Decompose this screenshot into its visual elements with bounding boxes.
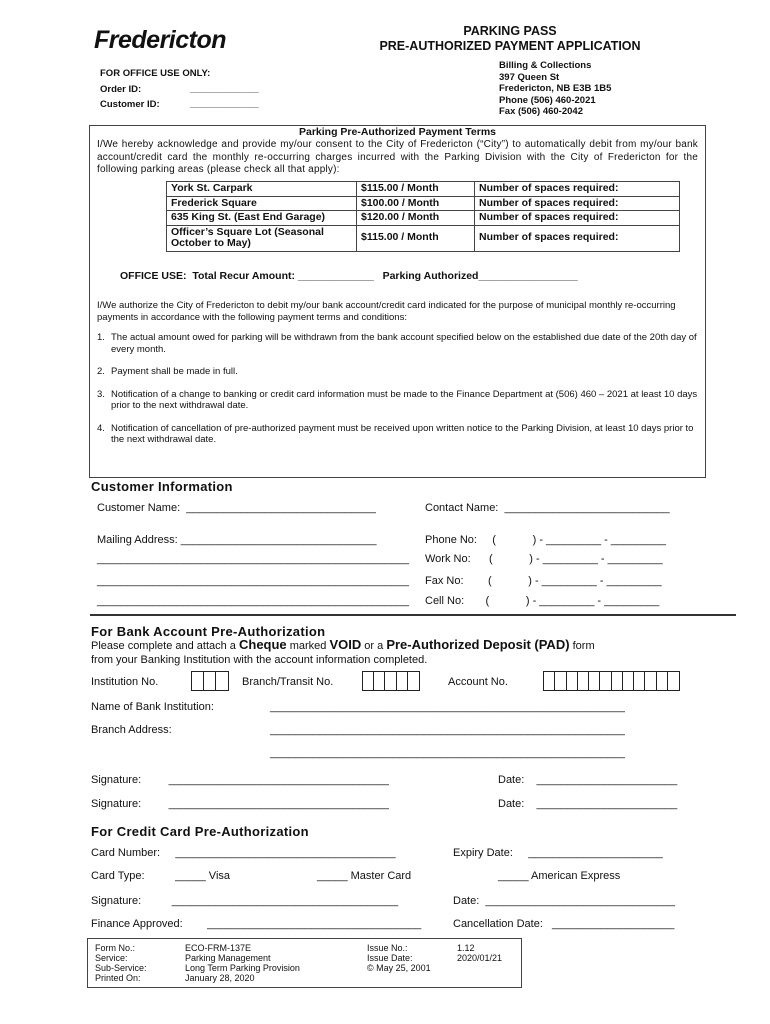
mailing-address-line[interactable]: ___________________________________________________ — [97, 553, 410, 565]
order-id-label: Order ID: — [100, 84, 142, 95]
section-divider — [90, 614, 736, 616]
footer-label: Printed On: — [95, 973, 141, 983]
billing-line: Fax (506) 460-2042 — [499, 106, 583, 117]
issue-value: 2020/01/21 — [457, 953, 503, 963]
bank-date-field[interactable]: Date: _______________________ — [498, 798, 678, 810]
logo-text: Fredericton — [94, 26, 227, 54]
item-text: The actual amount owed for parking will be withdrawn from the bank account specified below on the established due date of the 20th day of every month. — [111, 332, 697, 355]
card-date-field[interactable]: Date: _______________________________ — [453, 895, 676, 907]
spaces-required[interactable]: Number of spaces required: — [475, 211, 680, 226]
item-number: 2. — [97, 366, 105, 377]
credit-card-heading: For Credit Card Pre-Authorization — [91, 824, 309, 839]
footer-label: Form No.: — [95, 943, 136, 953]
expiry-date-field[interactable]: Expiry Date: ______________________ — [453, 847, 663, 859]
account-boxes[interactable] — [543, 671, 680, 691]
instr-pad: Pre-Authorized Deposit (PAD) — [386, 637, 570, 652]
issue-label: © May 25, 2001 — [367, 963, 431, 973]
customer-id-label: Customer ID: — [100, 99, 160, 110]
parking-areas-table — [166, 181, 680, 252]
issue-value: 1.12 — [457, 943, 475, 953]
form-title — [340, 24, 680, 54]
footer-value: ECO-FRM-137E — [185, 943, 252, 953]
billing-line: Billing & Collections — [499, 60, 592, 71]
parking-location: Officer’s Square Lot (Seasonal October to May) — [167, 225, 357, 251]
contact-name-field[interactable]: Contact Name: ___________________________ — [425, 502, 670, 514]
account-label: Account No. — [448, 676, 508, 688]
bank-date-field[interactable]: Date: _______________________ — [498, 774, 678, 786]
branch-address-label: Branch Address: — [91, 724, 172, 736]
work-phone-field[interactable]: Work No: ( ) - _________ - _________ — [425, 553, 663, 565]
parking-location: York St. Carpark — [167, 182, 357, 197]
customer-id-field[interactable]: _____________ — [190, 99, 259, 110]
phone-field[interactable]: Phone No: ( ) - _________ - _________ — [425, 534, 666, 546]
billing-line: Fredericton, NB E3B 1B5 — [499, 83, 612, 94]
issue-label: Issue No.: — [367, 943, 408, 953]
authorization-text: I/We authorize the City of Fredericton to debit my/our bank account/credit card indicated for the purpose of municipal monthly re-occurring payments in accordance with the following payment terms and conditions: — [97, 300, 676, 323]
institution-label: Institution No. — [91, 676, 159, 688]
branch-transit-boxes[interactable] — [362, 671, 420, 691]
footer-label: Service: — [95, 953, 128, 963]
order-id-field[interactable]: _____________ — [190, 84, 259, 95]
issue-label: Issue Date: — [367, 953, 413, 963]
parking-rate: $115.00 / Month — [357, 225, 475, 251]
billing-line: 397 Queen St — [499, 71, 560, 83]
card-type-amex[interactable]: _____ American Express — [498, 870, 621, 882]
title-line-2: PRE-AUTHORIZED PAYMENT APPLICATION — [379, 39, 641, 53]
terms-intro: I/We hereby acknowledge and provide my/our consent to the City of Fredericton (“City”) to automatically debit from my/our bank account/credit card the monthly re-occurring charges incurred with the Parking Division with the City of Fredericton for the following parking areas (please check all that apply): — [97, 139, 698, 175]
list-item — [97, 332, 698, 355]
card-type-visa[interactable]: Card Type: _____ Visa — [91, 870, 231, 882]
bank-name-label: Name of Bank Institution: — [91, 701, 214, 713]
item-number: 4. — [97, 422, 105, 434]
parking-rate: $120.00 / Month — [357, 211, 475, 226]
item-text: Notification of a change to banking or credit card information must be made to the Finance Department at (506) 460 – 2021 at least 10 days prior to the next withdrawal date. — [111, 388, 698, 411]
instr-text: or a — [361, 640, 387, 652]
cell-field[interactable]: Cell No: ( ) - _________ - _________ — [425, 595, 660, 607]
instr-text: marked — [286, 640, 330, 652]
list-item — [97, 366, 698, 378]
cancellation-date-field[interactable]: Cancellation Date: ____________________ — [453, 918, 675, 930]
list-item — [97, 389, 698, 412]
card-type-mastercard[interactable]: _____ Master Card — [317, 870, 412, 882]
branch-transit-label: Branch/Transit No. — [242, 676, 334, 688]
mailing-address-field[interactable]: Mailing Address: ________________________________ — [97, 534, 377, 546]
instr-line-2: from your Banking Institution with the account information completed. — [91, 654, 428, 666]
office-use-block — [100, 66, 259, 112]
bank-heading: For Bank Account Pre-Authorization — [91, 624, 326, 639]
item-number: 1. — [97, 332, 105, 343]
card-number-field[interactable]: Card Number: ____________________________________ — [91, 847, 396, 859]
office-use-total: OFFICE USE: Total Recur Amount: _____________ Parking Authorized_________________ — [120, 270, 578, 282]
parking-rate: $115.00 / Month — [357, 182, 475, 197]
footer-value: January 28, 2020 — [185, 973, 255, 983]
instr-cheque: Cheque — [238, 637, 287, 652]
terms-title: Parking Pre-Authorized Payment Terms — [298, 126, 497, 138]
parking-rate: $100.00 / Month — [357, 196, 475, 211]
branch-address-field[interactable]: __________________________________________________________ — [270, 747, 625, 759]
parking-location: 635 King St. (East End Garage) — [167, 211, 357, 226]
bank-instructions — [91, 638, 595, 667]
spaces-required[interactable]: Number of spaces required: — [475, 182, 680, 197]
title-line-1: PARKING PASS — [463, 24, 557, 38]
card-signature-field[interactable]: Signature: _____________________________________ — [91, 895, 399, 907]
footer-value: Long Term Parking Provision — [185, 963, 300, 973]
mailing-address-line[interactable]: ___________________________________________________ — [97, 595, 410, 607]
fax-field[interactable]: Fax No: ( ) - _________ - _________ — [425, 575, 662, 587]
branch-address-field[interactable]: __________________________________________________________ — [270, 724, 625, 736]
instr-text: Please complete and attach a — [91, 640, 239, 652]
footer-value: Parking Management — [185, 953, 271, 963]
terms-list — [97, 332, 698, 457]
table-row[interactable] — [167, 225, 680, 251]
customer-info-heading: Customer Information — [91, 479, 233, 494]
instr-text: form — [569, 640, 595, 652]
customer-name-field[interactable]: Customer Name: _______________________________ — [97, 502, 376, 514]
item-text: Payment shall be made in full. — [111, 366, 238, 377]
billing-address — [499, 60, 611, 118]
instr-void: VOID — [329, 637, 362, 652]
bank-signature-field[interactable]: Signature: ____________________________________ — [91, 798, 389, 810]
footer-label: Sub-Service: — [95, 963, 147, 973]
list-item — [97, 423, 698, 446]
mailing-address-line[interactable]: ___________________________________________________ — [97, 575, 410, 587]
spaces-required[interactable]: Number of spaces required: — [475, 225, 680, 251]
item-number: 3. — [97, 388, 105, 400]
bank-signature-field[interactable]: Signature: ____________________________________ — [91, 774, 389, 786]
table-row[interactable] — [167, 211, 680, 226]
table-row[interactable] — [167, 182, 680, 197]
billing-line: Phone (506) 460-2021 — [499, 94, 596, 106]
parking-location: Frederick Square — [167, 196, 357, 211]
fredericton-logo — [94, 26, 226, 55]
form-footer — [87, 938, 522, 988]
institution-boxes[interactable] — [191, 671, 229, 691]
bank-name-field[interactable]: __________________________________________________________ — [270, 701, 625, 713]
table-row[interactable] — [167, 196, 680, 211]
office-use-heading: FOR OFFICE USE ONLY: — [100, 68, 211, 79]
spaces-required[interactable]: Number of spaces required: — [475, 196, 680, 211]
item-text: Notification of cancellation of pre-authorized payment must be received upon written notice to the Parking Division, at least 10 days prior to the next withdrawal date. — [111, 422, 694, 445]
finance-approved-field[interactable]: Finance Approved: ___________________________________ — [91, 918, 422, 930]
